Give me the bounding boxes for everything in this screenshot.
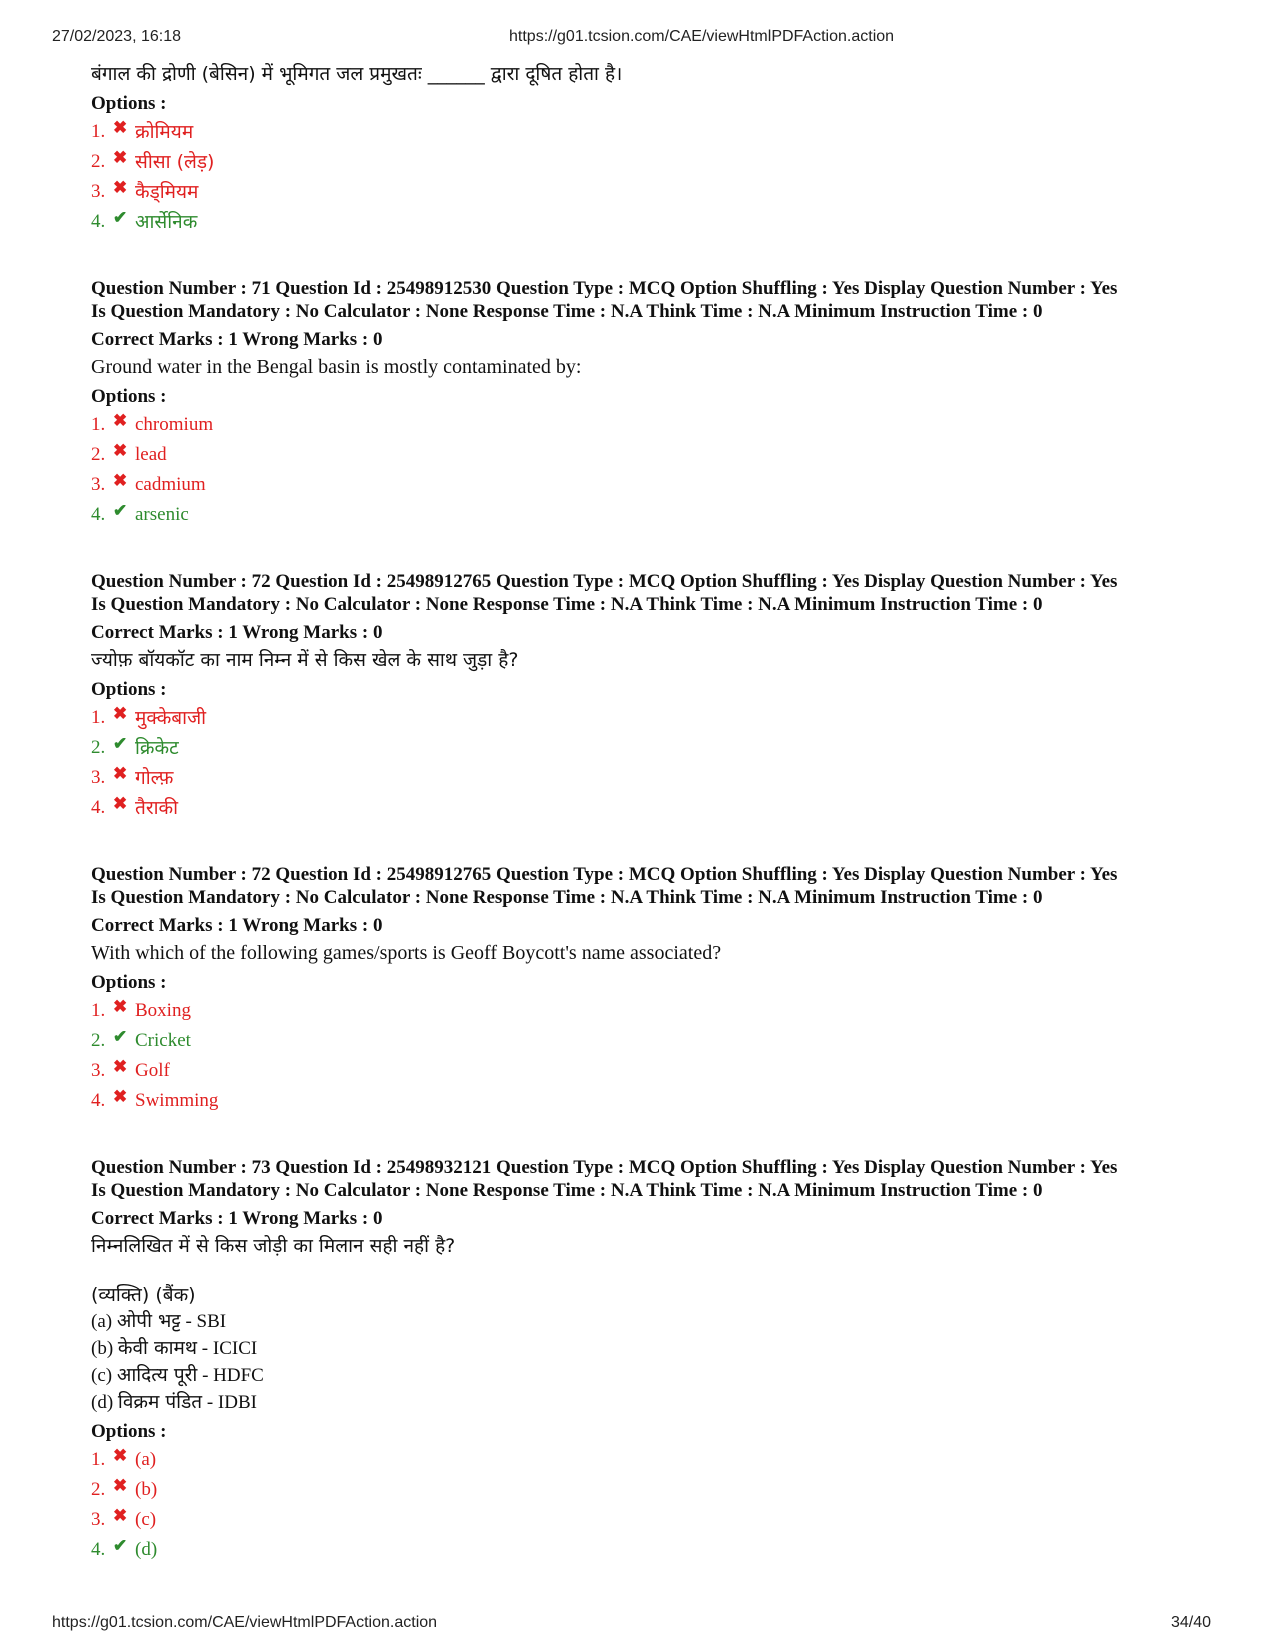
question-meta-line-1: Question Number : 71 Question Id : 25498912530 Question Type : MCQ Option Shuffling : Yes Display Question Number : Yes — [91, 278, 1118, 299]
pair-label: (c) — [91, 1365, 113, 1386]
option-text: (d) — [135, 1539, 158, 1560]
question-meta-line-1: Question Number : 73 Question Id : 25498932121 Question Type : MCQ Option Shuffling : Yes Display Question Number : Yes — [91, 1157, 1118, 1178]
question-text: With which of the following games/sports is Geoff Boycott's name associated? — [91, 942, 722, 964]
cross-icon: ✖ — [113, 471, 128, 490]
option-item — [91, 147, 1221, 177]
option-number: 2. — [91, 151, 106, 172]
pair-subheading: (व्यक्ति) (बैंक) — [91, 1284, 196, 1306]
option-item — [91, 703, 1221, 733]
option-number: 3. — [91, 181, 106, 202]
option-text: गोल्फ़ — [135, 767, 174, 789]
pair-label: (d) — [91, 1392, 114, 1413]
option-text: मुक्केबाजी — [135, 707, 207, 729]
question-marks: Correct Marks : 1 Wrong Marks : 0 — [91, 1208, 383, 1229]
question-block-72-english — [91, 863, 1221, 1116]
pair-item — [91, 1362, 1221, 1389]
option-item — [91, 996, 1221, 1026]
question-marks: Correct Marks : 1 Wrong Marks : 0 — [91, 622, 383, 643]
question-block-72-hindi — [91, 570, 1221, 823]
option-text: arsenic — [135, 504, 189, 525]
pair-label: (b) — [91, 1338, 114, 1359]
pair-bank: - HDFC — [202, 1365, 264, 1386]
cross-icon: ✖ — [113, 704, 128, 723]
option-item — [91, 207, 1221, 237]
option-number: 4. — [91, 211, 106, 232]
pair-item — [91, 1335, 1221, 1362]
option-item — [91, 410, 1221, 440]
question-text: निम्नलिखित में से किस जोड़ी का मिलान सही नहीं है? — [91, 1235, 456, 1257]
option-number: 2. — [91, 444, 106, 465]
question-marks: Correct Marks : 1 Wrong Marks : 0 — [91, 329, 383, 350]
pair-item — [91, 1389, 1221, 1416]
option-text: Cricket — [135, 1030, 191, 1051]
options-label: Options : — [91, 386, 167, 407]
option-item — [91, 177, 1221, 207]
option-number: 1. — [91, 707, 106, 728]
cross-icon: ✖ — [113, 178, 128, 197]
cross-icon: ✖ — [113, 118, 128, 137]
print-timestamp: 27/02/2023, 16:18 — [52, 28, 182, 45]
option-item — [91, 1056, 1221, 1086]
option-text: chromium — [135, 414, 214, 435]
option-text: क्रोमियम — [135, 121, 194, 143]
option-text: (c) — [135, 1509, 157, 1530]
question-meta-line-2: Is Question Mandatory : No Calculator : None Response Time : N.A Think Time : N.A Minimum Instruction Time : 0 — [91, 301, 1043, 322]
option-number: 1. — [91, 1000, 106, 1021]
option-text: lead — [135, 444, 167, 465]
question-block-70-hindi — [91, 60, 1221, 237]
option-number: 4. — [91, 504, 106, 525]
option-number: 2. — [91, 737, 106, 758]
options-label: Options : — [91, 93, 167, 114]
cross-icon: ✖ — [113, 764, 128, 783]
question-meta-line-2: Is Question Mandatory : No Calculator : None Response Time : N.A Think Time : N.A Minimum Instruction Time : 0 — [91, 594, 1043, 615]
cross-icon: ✖ — [113, 794, 128, 813]
pair-person: विक्रम पंडित — [117, 1391, 203, 1413]
pair-label: (a) — [91, 1311, 113, 1332]
option-item — [91, 733, 1221, 763]
option-item — [91, 1475, 1221, 1505]
options-list — [91, 996, 1221, 1116]
option-item — [91, 1505, 1221, 1535]
question-text: ज्योफ़ बॉयकॉट का नाम निम्न में से किस खेल के साथ जुड़ा है? — [91, 649, 519, 671]
cross-icon: ✖ — [113, 1476, 128, 1495]
check-icon: ✔ — [113, 1536, 128, 1555]
option-text: कैड्मियम — [135, 181, 199, 203]
pair-bank: - SBI — [185, 1311, 227, 1332]
pair-bank: - ICICI — [201, 1338, 258, 1359]
pair-bank: - IDBI — [206, 1392, 257, 1413]
option-item — [91, 1026, 1221, 1056]
print-header-url: https://g01.tcsion.com/CAE/viewHtmlPDFAction.action — [509, 28, 895, 45]
question-marks: Correct Marks : 1 Wrong Marks : 0 — [91, 915, 383, 936]
check-icon: ✔ — [113, 208, 128, 227]
options-label: Options : — [91, 1421, 167, 1442]
pair-person: ओपी भट्ट — [116, 1310, 181, 1332]
option-number: 2. — [91, 1479, 106, 1500]
question-block-73 — [91, 1156, 1221, 1565]
option-item — [91, 1445, 1221, 1475]
option-text: तैराकी — [135, 797, 179, 819]
option-number: 3. — [91, 767, 106, 788]
option-item — [91, 470, 1221, 500]
option-item — [91, 440, 1221, 470]
question-text: बंगाल की द्रोणी (बेसिन) में भूमिगत जल प्रमुखतः ______ द्वारा दूषित होता है। — [91, 63, 623, 85]
question-meta-line-1: Question Number : 72 Question Id : 25498912765 Question Type : MCQ Option Shuffling : Yes Display Question Number : Yes — [91, 864, 1118, 885]
pair-person: केवी कामथ — [117, 1337, 198, 1359]
print-footer-url: https://g01.tcsion.com/CAE/viewHtmlPDFAction.action — [52, 1614, 438, 1631]
option-item — [91, 1086, 1221, 1116]
option-number: 4. — [91, 797, 106, 818]
options-list — [91, 117, 1221, 237]
cross-icon: ✖ — [113, 1506, 128, 1525]
options-list — [91, 410, 1221, 530]
option-number: 2. — [91, 1030, 106, 1051]
question-meta-line-2: Is Question Mandatory : No Calculator : None Response Time : N.A Think Time : N.A Minimum Instruction Time : 0 — [91, 1180, 1043, 1201]
option-text: सीसा (लेड़) — [135, 151, 215, 173]
option-number: 3. — [91, 1509, 106, 1530]
option-text: cadmium — [135, 474, 206, 495]
page-number: 34/40 — [1171, 1614, 1212, 1631]
cross-icon: ✖ — [113, 1057, 128, 1076]
option-text: Boxing — [135, 1000, 191, 1021]
option-text: Swimming — [135, 1090, 219, 1111]
option-item — [91, 793, 1221, 823]
question-meta-line-1: Question Number : 72 Question Id : 25498912765 Question Type : MCQ Option Shuffling : Yes Display Question Number : Yes — [91, 571, 1118, 592]
check-icon: ✔ — [113, 501, 128, 520]
cross-icon: ✖ — [113, 411, 128, 430]
cross-icon: ✖ — [113, 148, 128, 167]
cross-icon: ✖ — [113, 997, 128, 1016]
option-number: 4. — [91, 1539, 106, 1560]
question-text: Ground water in the Bengal basin is mostly contaminated by: — [91, 356, 582, 378]
option-number: 1. — [91, 121, 106, 142]
pairs-list — [91, 1308, 1221, 1416]
option-text: आर्सेनिक — [135, 211, 198, 233]
pair-item — [91, 1308, 1221, 1335]
option-item — [91, 500, 1221, 530]
cross-icon: ✖ — [113, 1446, 128, 1465]
question-paper-content — [91, 60, 1221, 1565]
option-text: Golf — [135, 1060, 170, 1081]
question-meta-line-2: Is Question Mandatory : No Calculator : None Response Time : N.A Think Time : N.A Minimum Instruction Time : 0 — [91, 887, 1043, 908]
option-text: (b) — [135, 1479, 158, 1500]
option-text: (a) — [135, 1449, 157, 1470]
option-item — [91, 1535, 1221, 1565]
option-number: 1. — [91, 414, 106, 435]
options-list — [91, 703, 1221, 823]
option-item — [91, 763, 1221, 793]
options-label: Options : — [91, 679, 167, 700]
check-icon: ✔ — [113, 734, 128, 753]
cross-icon: ✖ — [113, 1087, 128, 1106]
option-text: क्रिकेट — [135, 737, 179, 759]
pair-person: आदित्य पूरी — [116, 1364, 198, 1386]
cross-icon: ✖ — [113, 441, 128, 460]
option-number: 1. — [91, 1449, 106, 1470]
option-number: 4. — [91, 1090, 106, 1111]
option-number: 3. — [91, 474, 106, 495]
check-icon: ✔ — [113, 1027, 128, 1046]
question-block-71 — [91, 277, 1221, 530]
option-number: 3. — [91, 1060, 106, 1081]
option-item — [91, 117, 1221, 147]
options-list — [91, 1445, 1221, 1565]
options-label: Options : — [91, 972, 167, 993]
